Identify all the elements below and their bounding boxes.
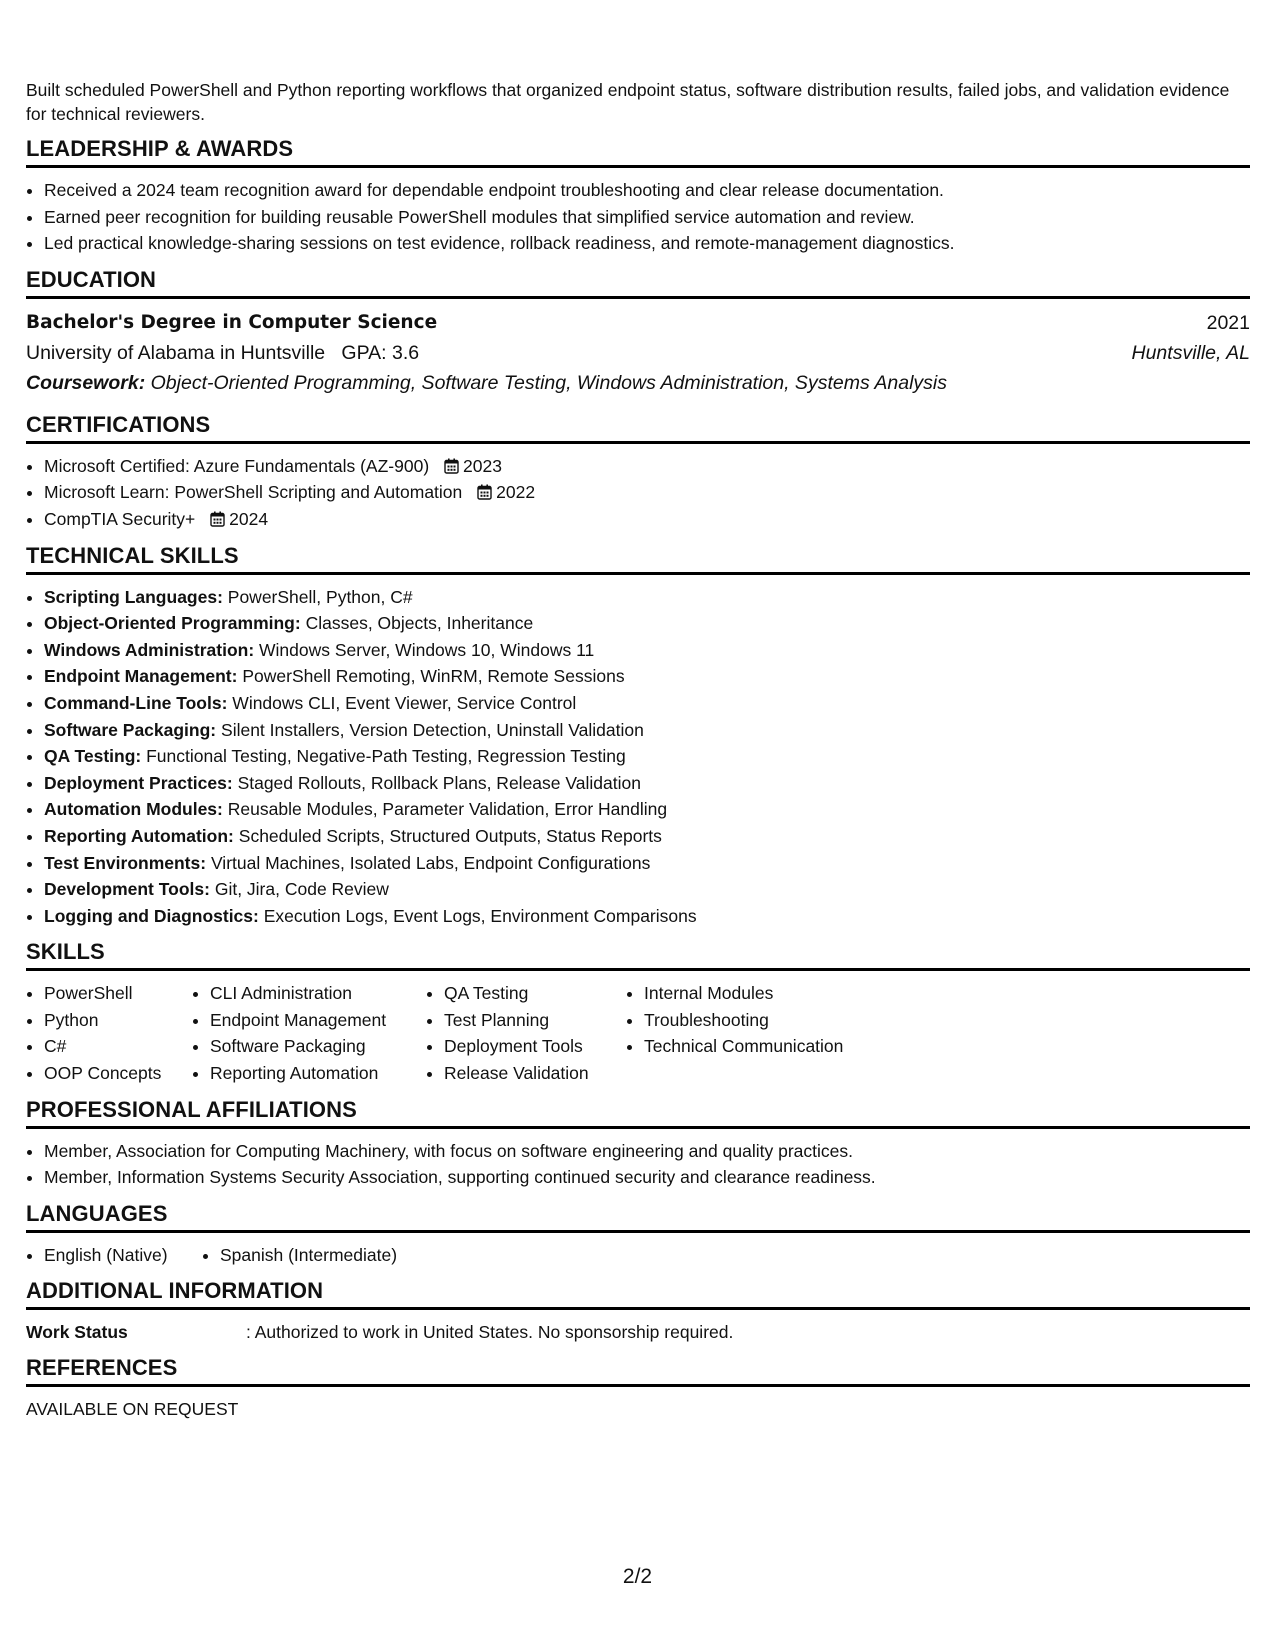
section-title-leadership: LEADERSHIP & AWARDS [26, 136, 1250, 168]
skill-item: • Internal Modules [644, 980, 904, 1007]
additional-info-section [26, 1278, 1250, 1345]
skill-values: Reusable Modules, Parameter Validation, Error Handling [227, 799, 668, 820]
languages-list [26, 1242, 1250, 1268]
skill-values: Virtual Machines, Isolated Labs, Endpoint Configurations [210, 852, 651, 873]
calendar-icon [210, 511, 225, 527]
skill-item: • QA Testing [444, 980, 626, 1007]
skill-category: Logging and Diagnostics: [44, 905, 259, 926]
certification-name: CompTIA Security+ [44, 508, 196, 529]
section-title-references: REFERENCES [26, 1355, 1250, 1387]
skill-values: Git, Jira, Code Review [214, 879, 389, 900]
skill-category: Object-Oriented Programming: [44, 613, 301, 634]
gpa: GPA: 3.6 [341, 341, 420, 364]
skill-category: Deployment Practices: [44, 772, 233, 793]
technical-skills-list [26, 584, 1250, 930]
list-item: • Earned peer recognition for building reusable PowerShell modules that simplified service automation and review. [44, 204, 1250, 231]
skill-item: • Troubleshooting [644, 1007, 904, 1034]
certification-name: Microsoft Learn: PowerShell Scripting and Automation [44, 482, 463, 503]
education-degree-row [26, 308, 1250, 338]
section-title-education: EDUCATION [26, 267, 1250, 299]
skill-values: Silent Installers, Version Detection, Uninstall Validation [221, 719, 644, 740]
certification-name: Microsoft Certified: Azure Fundamentals (AZ-900) [44, 455, 430, 476]
technical-skill-item [44, 663, 1250, 690]
certification-year: 2022 [496, 482, 536, 503]
section-title-technical-skills: TECHNICAL SKILLS [26, 543, 1250, 575]
skills-column [192, 980, 426, 1086]
skills-column [26, 980, 192, 1086]
leadership-list [26, 177, 1250, 257]
certifications-list [26, 453, 1250, 533]
page-number: 2/2 [622, 1565, 653, 1588]
skill-category: QA Testing: [44, 746, 142, 767]
skill-item: • OOP Concepts [44, 1060, 192, 1087]
languages-section [26, 1201, 1250, 1268]
skill-item: • C# [44, 1033, 192, 1060]
skill-category: Endpoint Management: [44, 666, 238, 687]
language-item: • Spanish (Intermediate) [220, 1242, 397, 1268]
technical-skill-item [44, 584, 1250, 611]
skill-item: • Technical Communication [644, 1033, 904, 1060]
technical-skill-item [44, 717, 1250, 744]
list-item: • Received a 2024 team recognition award for dependable endpoint troubleshooting and clear release documentation. [44, 177, 1250, 204]
technical-skill-item [44, 610, 1250, 637]
intro-paragraph: Built scheduled PowerShell and Python reporting workflows that organized endpoint status, software distribution results, failed jobs, and validation evidence for technical reviewers. [26, 80, 1230, 124]
section-title-certifications: CERTIFICATIONS [26, 412, 1250, 444]
skill-values: PowerShell Remoting, WinRM, Remote Sessions [242, 666, 625, 687]
skill-category: Test Environments: [44, 852, 207, 873]
skill-item: • Python [44, 1007, 192, 1034]
skill-category: Command-Line Tools: [44, 692, 228, 713]
school-name: University of Alabama in Huntsville [26, 341, 326, 364]
skill-item: • Software Packaging [210, 1033, 426, 1060]
skills-column [426, 980, 626, 1086]
technical-skills-section [26, 543, 1250, 930]
skill-category: Development Tools: [44, 879, 210, 900]
skill-values: Functional Testing, Negative-Path Testing, Regression Testing [146, 746, 626, 767]
certifications-section [26, 412, 1250, 533]
technical-skill-item [44, 903, 1250, 930]
skill-item: • Endpoint Management [210, 1007, 426, 1034]
certification-item [44, 453, 1250, 480]
certification-year: 2023 [463, 455, 502, 476]
technical-skill-item [44, 796, 1250, 823]
coursework-text: Object-Oriented Programming, Software Testing, Windows Administration, Systems Analysis [150, 371, 948, 394]
coursework-row [26, 368, 1250, 398]
calendar-icon [477, 484, 492, 500]
skills-section [26, 939, 1250, 1086]
school-location: Huntsville, AL [1131, 341, 1250, 364]
resume-page [26, 78, 1250, 1422]
skill-category: Scripting Languages: [44, 586, 223, 607]
skill-item: • Deployment Tools [444, 1033, 626, 1060]
skill-category: Reporting Automation: [44, 825, 234, 846]
leadership-section [26, 136, 1250, 257]
skill-item: • PowerShell [44, 980, 192, 1007]
list-item: • Member, Information Systems Security Association, supporting continued security and clearance readiness. [44, 1164, 1250, 1191]
skill-category: Software Packaging: [44, 719, 217, 740]
skill-values: Windows Server, Windows 10, Windows 11 [259, 639, 595, 660]
education-school-row [26, 338, 1250, 368]
certification-item [44, 506, 1250, 533]
skill-item: • Release Validation [444, 1060, 626, 1087]
skill-category: Automation Modules: [44, 799, 223, 820]
list-item: • Member, Association for Computing Machinery, with focus on software engineering and quality practices. [44, 1138, 1250, 1165]
skill-values: Windows CLI, Event Viewer, Service Control [232, 692, 577, 713]
certification-year: 2024 [229, 508, 269, 529]
work-status-label: Work Status [26, 1321, 128, 1342]
skills-columns [26, 980, 1250, 1086]
skill-values: PowerShell, Python, C# [227, 586, 413, 607]
technical-skill-item [44, 876, 1250, 903]
skill-values: Scheduled Scripts, Structured Outputs, Status Reports [238, 825, 662, 846]
coursework-label: Coursework: [26, 371, 146, 394]
skill-values: Execution Logs, Event Logs, Environment Comparisons [263, 905, 697, 926]
certification-item [44, 479, 1250, 506]
section-title-languages: LANGUAGES [26, 1201, 1250, 1233]
affiliations-list [26, 1138, 1250, 1191]
calendar-icon [444, 458, 459, 474]
degree-name: Bachelor's Degree in Computer Science [26, 311, 438, 333]
work-status-row [26, 1319, 1250, 1345]
section-title-additional-info: ADDITIONAL INFORMATION [26, 1278, 1250, 1310]
skill-values: Classes, Objects, Inheritance [305, 613, 534, 634]
education-section [26, 267, 1250, 398]
references-section [26, 1355, 1250, 1422]
technical-skill-item [44, 637, 1250, 664]
affiliations-section [26, 1097, 1250, 1191]
technical-skill-item [44, 823, 1250, 850]
skills-column [626, 980, 904, 1086]
language-item: • English (Native) [44, 1242, 202, 1268]
skill-item: • CLI Administration [210, 980, 426, 1007]
technical-skill-item [44, 770, 1250, 797]
references-text: AVAILABLE ON REQUEST [26, 1398, 239, 1419]
technical-skill-item [44, 850, 1250, 877]
section-title-skills: SKILLS [26, 939, 1250, 971]
list-item: • Led practical knowledge-sharing sessions on test evidence, rollback readiness, and remote-management diagnostics. [44, 230, 1250, 257]
work-status-value: : Authorized to work in United States. No sponsorship required. [246, 1321, 734, 1342]
skill-category: Windows Administration: [44, 639, 255, 660]
graduation-year: 2021 [1206, 311, 1250, 334]
technical-skill-item [44, 743, 1250, 770]
skill-values: Staged Rollouts, Rollback Plans, Release Validation [237, 772, 641, 793]
skill-item: • Test Planning [444, 1007, 626, 1034]
technical-skill-item [44, 690, 1250, 717]
skill-item: • Reporting Automation [210, 1060, 426, 1087]
section-title-affiliations: PROFESSIONAL AFFILIATIONS [26, 1097, 1250, 1129]
